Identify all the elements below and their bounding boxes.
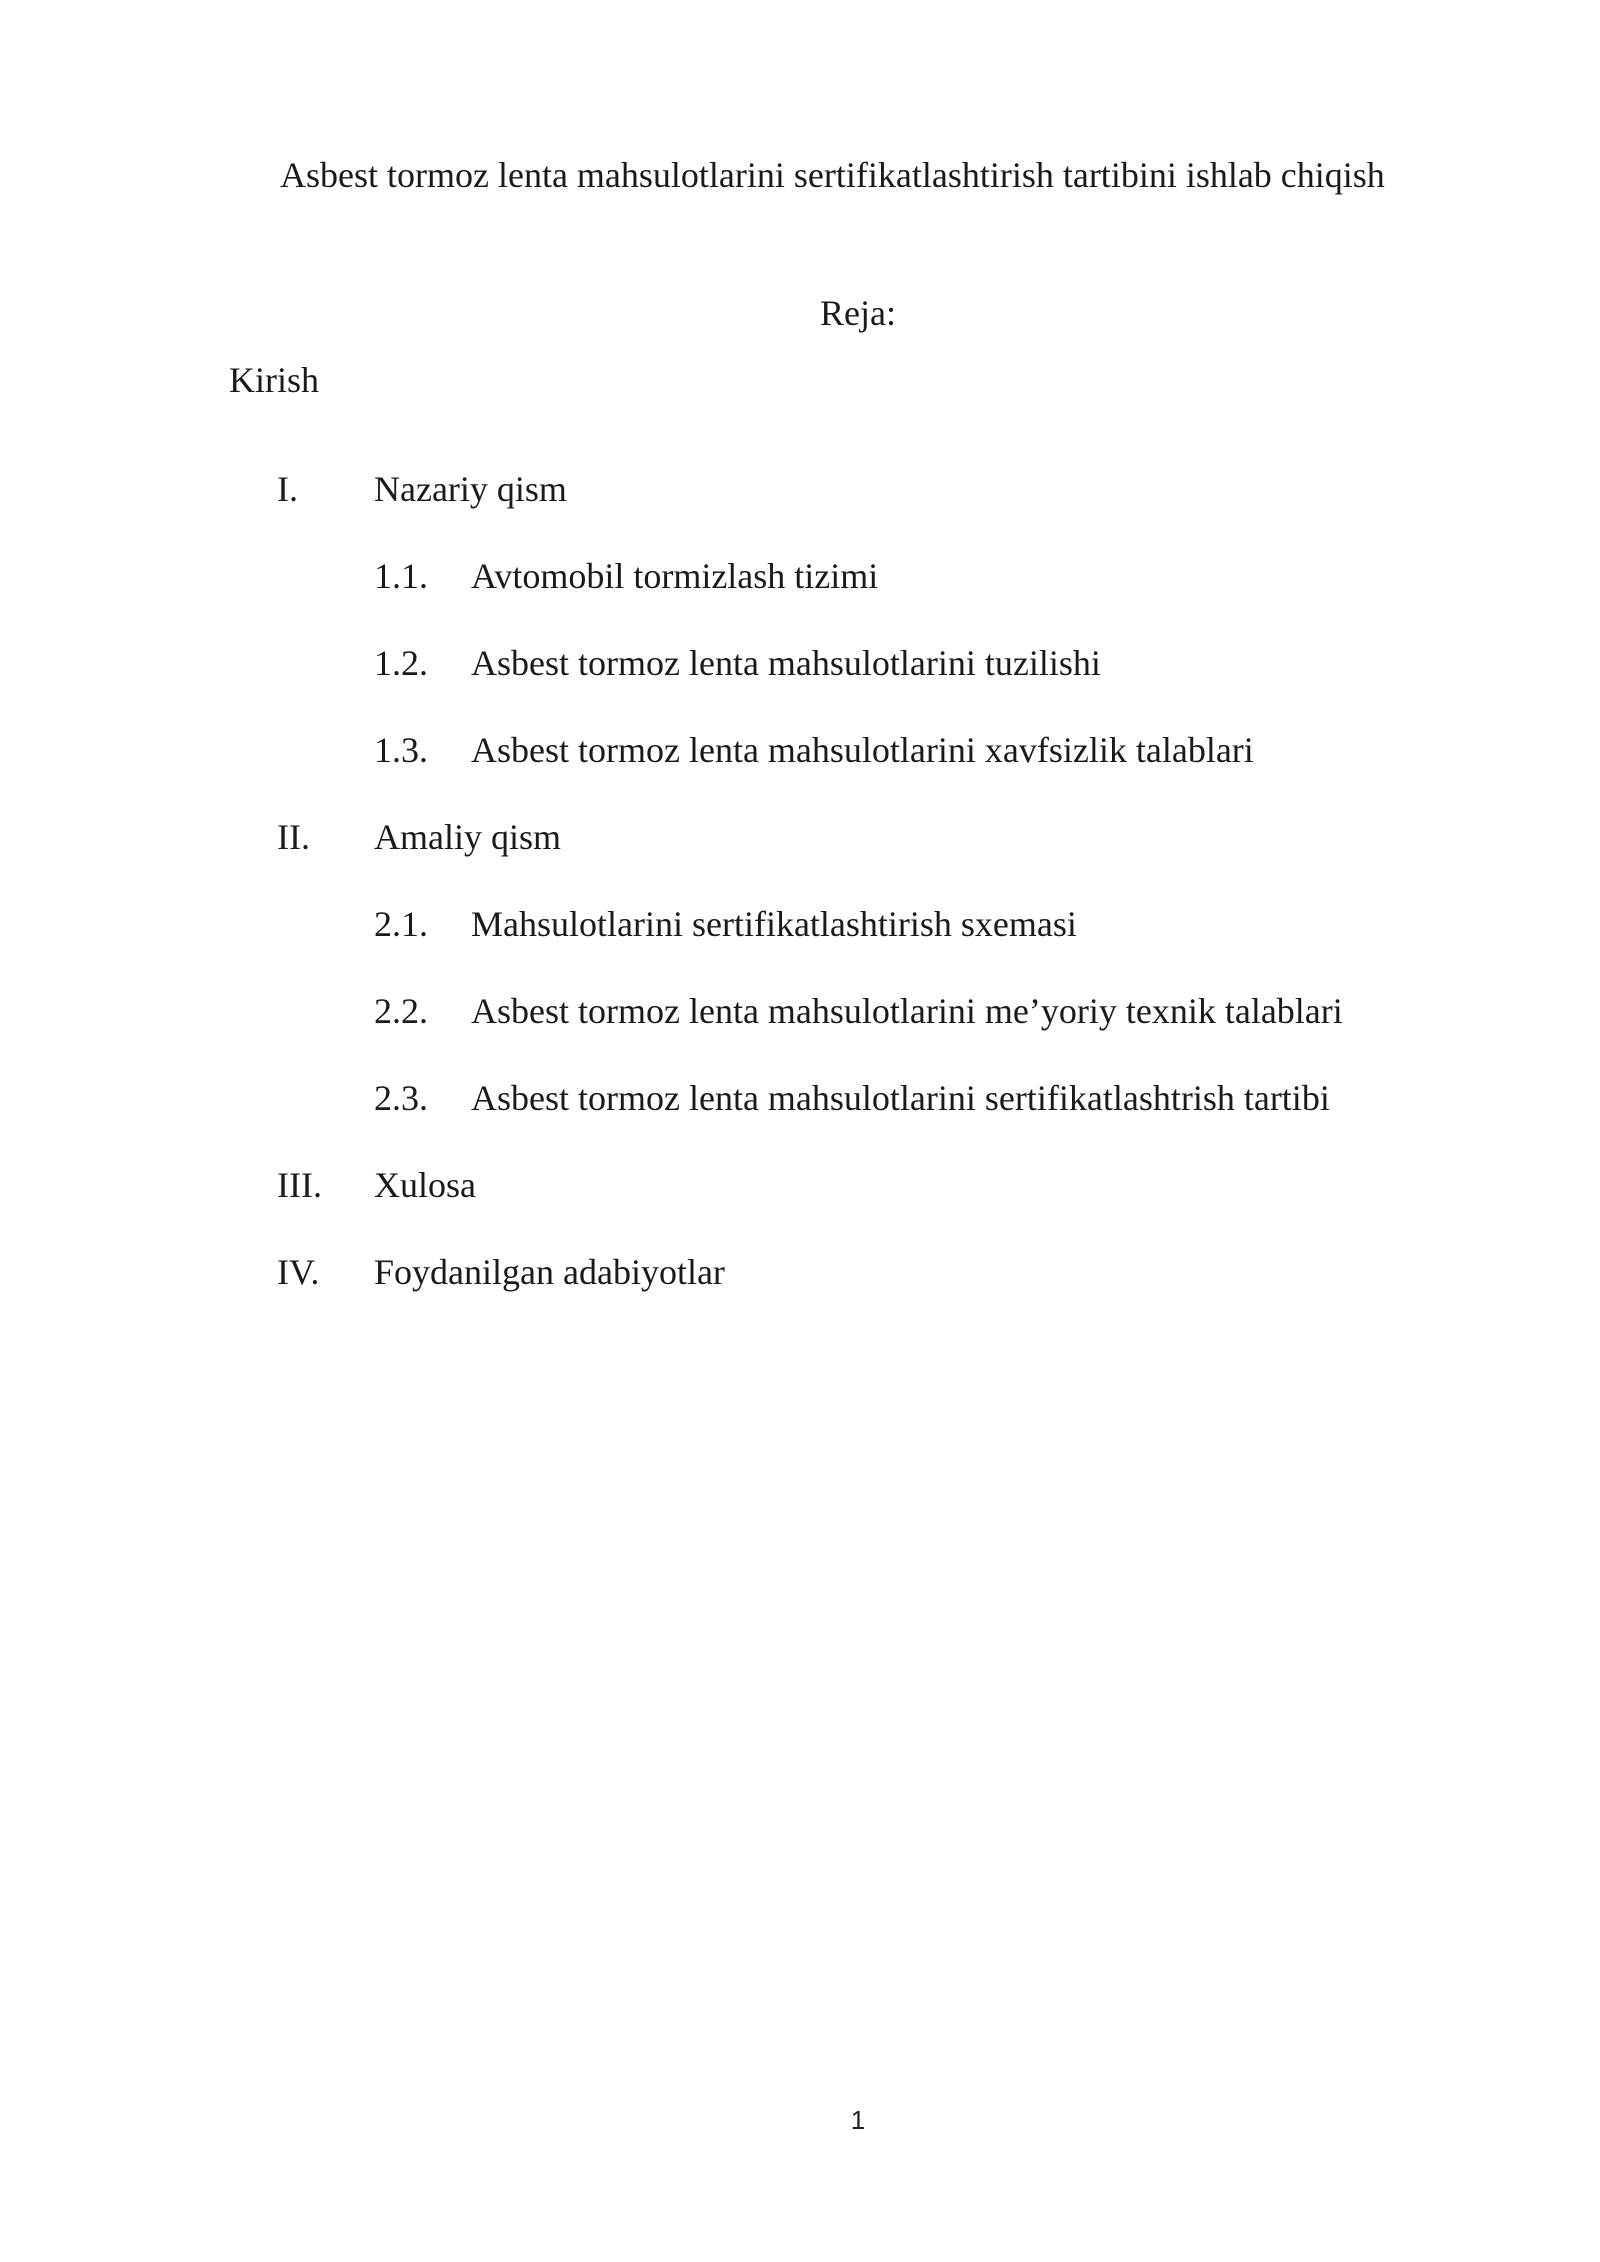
toc-item-title: Asbest tormoz lenta mahsulotlarini me’yoriy texnik talablari [471,991,1343,1031]
toc-section-title: Nazariy qism [374,469,567,509]
toc-item-title: Mahsulotlarini sertifikatlashtirish sxemasi [471,904,1077,944]
toc-section-number: IV. [277,1252,320,1292]
plan-heading: Reja: [820,293,896,333]
toc-section-title: Foydanilgan adabiyotlar [374,1252,725,1292]
toc-item-title: Avtomobil tormizlash tizimi [471,556,879,596]
toc-section-number: I. [277,469,298,509]
toc-item-number: 2.3. [374,1078,428,1118]
toc-section-title: Amaliy qism [374,817,561,857]
toc-item-number: 1.3. [374,730,428,770]
toc-section-number: II. [277,817,310,857]
toc-item-title: Asbest tormoz lenta mahsulotlarini tuzilishi [471,643,1101,683]
toc-section-title: Xulosa [374,1165,476,1205]
toc-item-number: 2.1. [374,904,428,944]
toc-section-number: III. [277,1165,322,1205]
document-title: Asbest tormoz lenta mahsulotlarini sertifikatlashtirish tartibini ishlab chiqish [280,155,1385,195]
toc-item-number: 1.2. [374,643,428,683]
toc-item-title: Asbest tormoz lenta mahsulotlarini sertifikatlashtrish tartibi [471,1078,1330,1118]
page-number: 1 [850,2105,866,2135]
toc-item-number: 1.1. [374,556,428,596]
toc-item-number: 2.2. [374,991,428,1031]
toc-item-title: Asbest tormoz lenta mahsulotlarini xavfsizlik talablari [471,730,1254,770]
intro-item: Kirish [229,360,319,400]
